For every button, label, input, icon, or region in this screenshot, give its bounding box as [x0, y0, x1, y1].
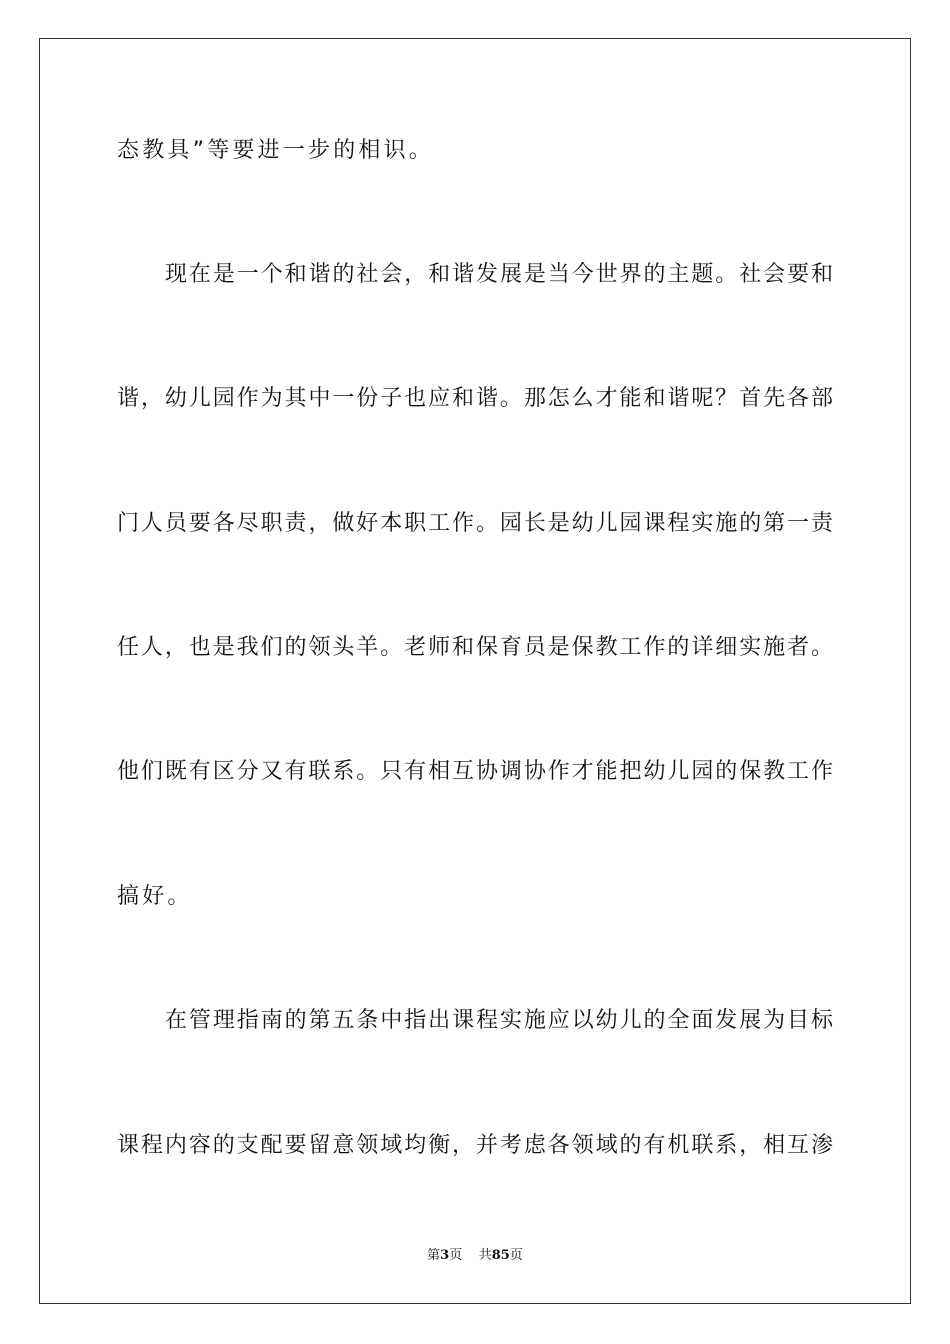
total-prefix: 共: [478, 1248, 492, 1263]
paragraph-start-line-2: 现在是一个和谐的社会，和谐发展是当今世界的主题。社会要和: [165, 262, 833, 287]
text-line-4: 门人员要各尽职责，做好本职工作。园长是幼儿园课程实施的第一责: [117, 511, 833, 536]
text-line-7: 搞好。: [117, 884, 193, 909]
total-suffix: 页: [509, 1248, 523, 1263]
page-prefix: 第: [427, 1248, 441, 1263]
total-pages: 85: [491, 1248, 510, 1263]
page-suffix: 页: [449, 1248, 463, 1263]
text-line-9: 课程内容的支配要留意领域均衡，并考虑各领域的有机联系，相互渗: [117, 1133, 833, 1158]
text-line-3: 谐，幼儿园作为其中一份子也应和谐。那怎么才能和谐呢？首先各部: [117, 386, 833, 411]
page-footer: [0, 1248, 950, 1264]
paragraph-start-line-8: 在管理指南的第五条中指出课程实施应以幼儿的全面发展为目标: [165, 1008, 833, 1033]
text-line-1: 态教具”等要进一步的相识。: [117, 138, 434, 163]
text-line-6: 他们既有区分又有联系。只有相互协调协作才能把幼儿园的保教工作: [117, 759, 833, 784]
page-number: 3: [440, 1248, 450, 1263]
text-line-5: 任人，也是我们的领头羊。老师和保育员是保教工作的详细实施者。: [117, 635, 833, 660]
page-border: [39, 38, 911, 1304]
